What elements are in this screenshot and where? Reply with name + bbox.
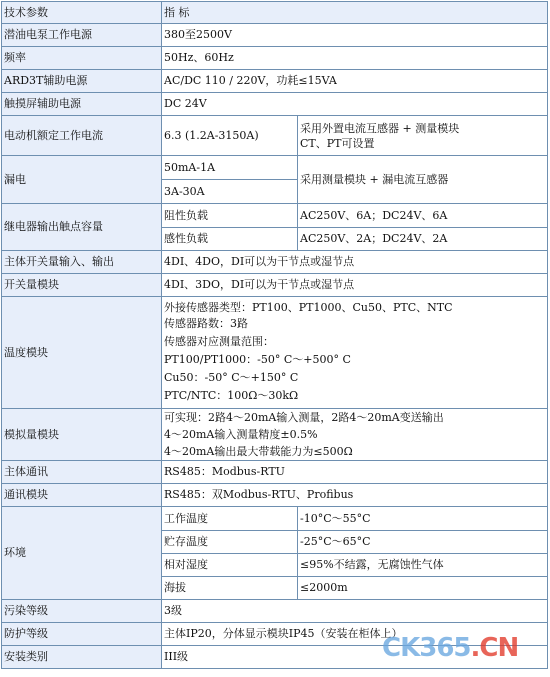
temp-line: 传感器路数：3路 xyxy=(164,317,248,330)
row-value: 3A-30A xyxy=(162,180,298,204)
note-line: CT、PT可设置 xyxy=(300,136,375,150)
row-value: RS485：Modbus-RTU xyxy=(162,461,548,484)
row-label: 漏电 xyxy=(2,156,162,204)
table-row xyxy=(2,156,548,180)
row-label: 温度模块 xyxy=(2,297,162,409)
row-label: ARD3T辅助电源 xyxy=(2,70,162,93)
row-label: 通讯模块 xyxy=(2,484,162,507)
analog-line: 4～20mA输入测量精度±0.5% xyxy=(164,428,318,441)
header-param: 技术参数 xyxy=(2,2,162,24)
row-value: AC/DC 110 / 220V，功耗≤15VA xyxy=(162,70,548,93)
row-value: ≤95%不结露，无腐蚀性气体 xyxy=(298,554,548,577)
row-value: 4DI、4DO，DI可以为干节点或湿节点 xyxy=(162,251,548,274)
table-row xyxy=(2,484,548,507)
row-value: AC250V、2A；DC24V、2A xyxy=(298,228,548,251)
table-row xyxy=(2,600,548,623)
row-value: -10°C～55°C xyxy=(298,507,548,531)
row-value: DC 24V xyxy=(162,93,548,116)
temp-line: Cu50：-50° C～+150° C xyxy=(164,371,299,384)
row-label: 主体通讯 xyxy=(2,461,162,484)
row-sublabel: 相对湿度 xyxy=(162,554,298,577)
header-spec: 指 标 xyxy=(162,2,548,24)
row-label: 主体开关量输入、输出 xyxy=(2,251,162,274)
table-row xyxy=(2,70,548,93)
row-value: -25°C～65°C xyxy=(298,531,548,554)
row-note: 采用测量模块 + 漏电流互感器 xyxy=(298,156,548,204)
row-label: 频率 xyxy=(2,47,162,70)
row-label: 电动机额定工作电流 xyxy=(2,116,162,156)
row-value: 50Hz、60Hz xyxy=(162,47,548,70)
row-value: III级 xyxy=(162,646,548,669)
row-sublabel: 感性负载 xyxy=(162,228,298,251)
row-value: 主体IP20，分体显示模块IP45（安装在柜体上） xyxy=(162,623,548,646)
row-label: 污染等级 xyxy=(2,600,162,623)
temp-line: PTC/NTC：100Ω～30kΩ xyxy=(164,389,299,402)
row-sublabel: 阻性负载 xyxy=(162,204,298,228)
row-value: 50mA-1A xyxy=(162,156,298,180)
row-sublabel: 贮存温度 xyxy=(162,531,298,554)
table-row xyxy=(2,409,548,461)
watermark-logo xyxy=(382,628,544,668)
table-row xyxy=(2,461,548,484)
note-line: 采用外置电流互感器 + 测量模块 xyxy=(300,121,460,135)
row-value: 4DI、3DO，DI可以为干节点或湿节点 xyxy=(162,274,548,297)
row-value: ≤2000m xyxy=(298,577,548,600)
row-label: 环境 xyxy=(2,507,162,600)
row-label: 安装类别 xyxy=(2,646,162,669)
analog-line: 4～20mA输出最大带载能力为≤500Ω xyxy=(164,445,353,458)
row-value xyxy=(162,409,548,461)
header-row xyxy=(2,2,548,24)
temp-line: PT100/PT1000：-50° C～+500° C xyxy=(164,353,351,366)
temp-line: 传感器对应测量范围： xyxy=(164,335,274,348)
watermark-ck: CK365 xyxy=(382,633,471,663)
row-sublabel: 海拔 xyxy=(162,577,298,600)
row-label: 潜油电泵工作电源 xyxy=(2,24,162,47)
row-label: 触摸屏辅助电源 xyxy=(2,93,162,116)
watermark-cn: CN xyxy=(479,633,519,663)
table-row xyxy=(2,274,548,297)
row-value: 6.3 (1.2A-3150A) xyxy=(162,116,298,156)
temp-line: 外接传感器类型：PT100、PT1000、Cu50、PTC、NTC xyxy=(164,301,453,314)
row-label: 继电器输出触点容量 xyxy=(2,204,162,251)
row-value: RS485：双Modbus-RTU、Profibus xyxy=(162,484,548,507)
row-label: 防护等级 xyxy=(2,623,162,646)
table-row xyxy=(2,24,548,47)
analog-line: 可实现：2路4～20mA输入测量，2路4～20mA变送输出 xyxy=(164,411,444,424)
row-label: 模拟量模块 xyxy=(2,409,162,461)
table-row xyxy=(2,507,548,531)
row-label: 开关量模块 xyxy=(2,274,162,297)
spec-table xyxy=(1,1,548,669)
row-value: 380至2500V xyxy=(162,24,548,47)
watermark-dot: . xyxy=(470,633,480,663)
row-sublabel: 工作温度 xyxy=(162,507,298,531)
row-value xyxy=(162,297,548,409)
table-row xyxy=(2,204,548,228)
table-row xyxy=(2,297,548,409)
row-note xyxy=(298,116,548,156)
row-value: 3级 xyxy=(162,600,548,623)
table-row xyxy=(2,251,548,274)
table-row xyxy=(2,93,548,116)
table-row xyxy=(2,116,548,156)
table-row xyxy=(2,47,548,70)
row-value: AC250V、6A；DC24V、6A xyxy=(298,204,548,228)
